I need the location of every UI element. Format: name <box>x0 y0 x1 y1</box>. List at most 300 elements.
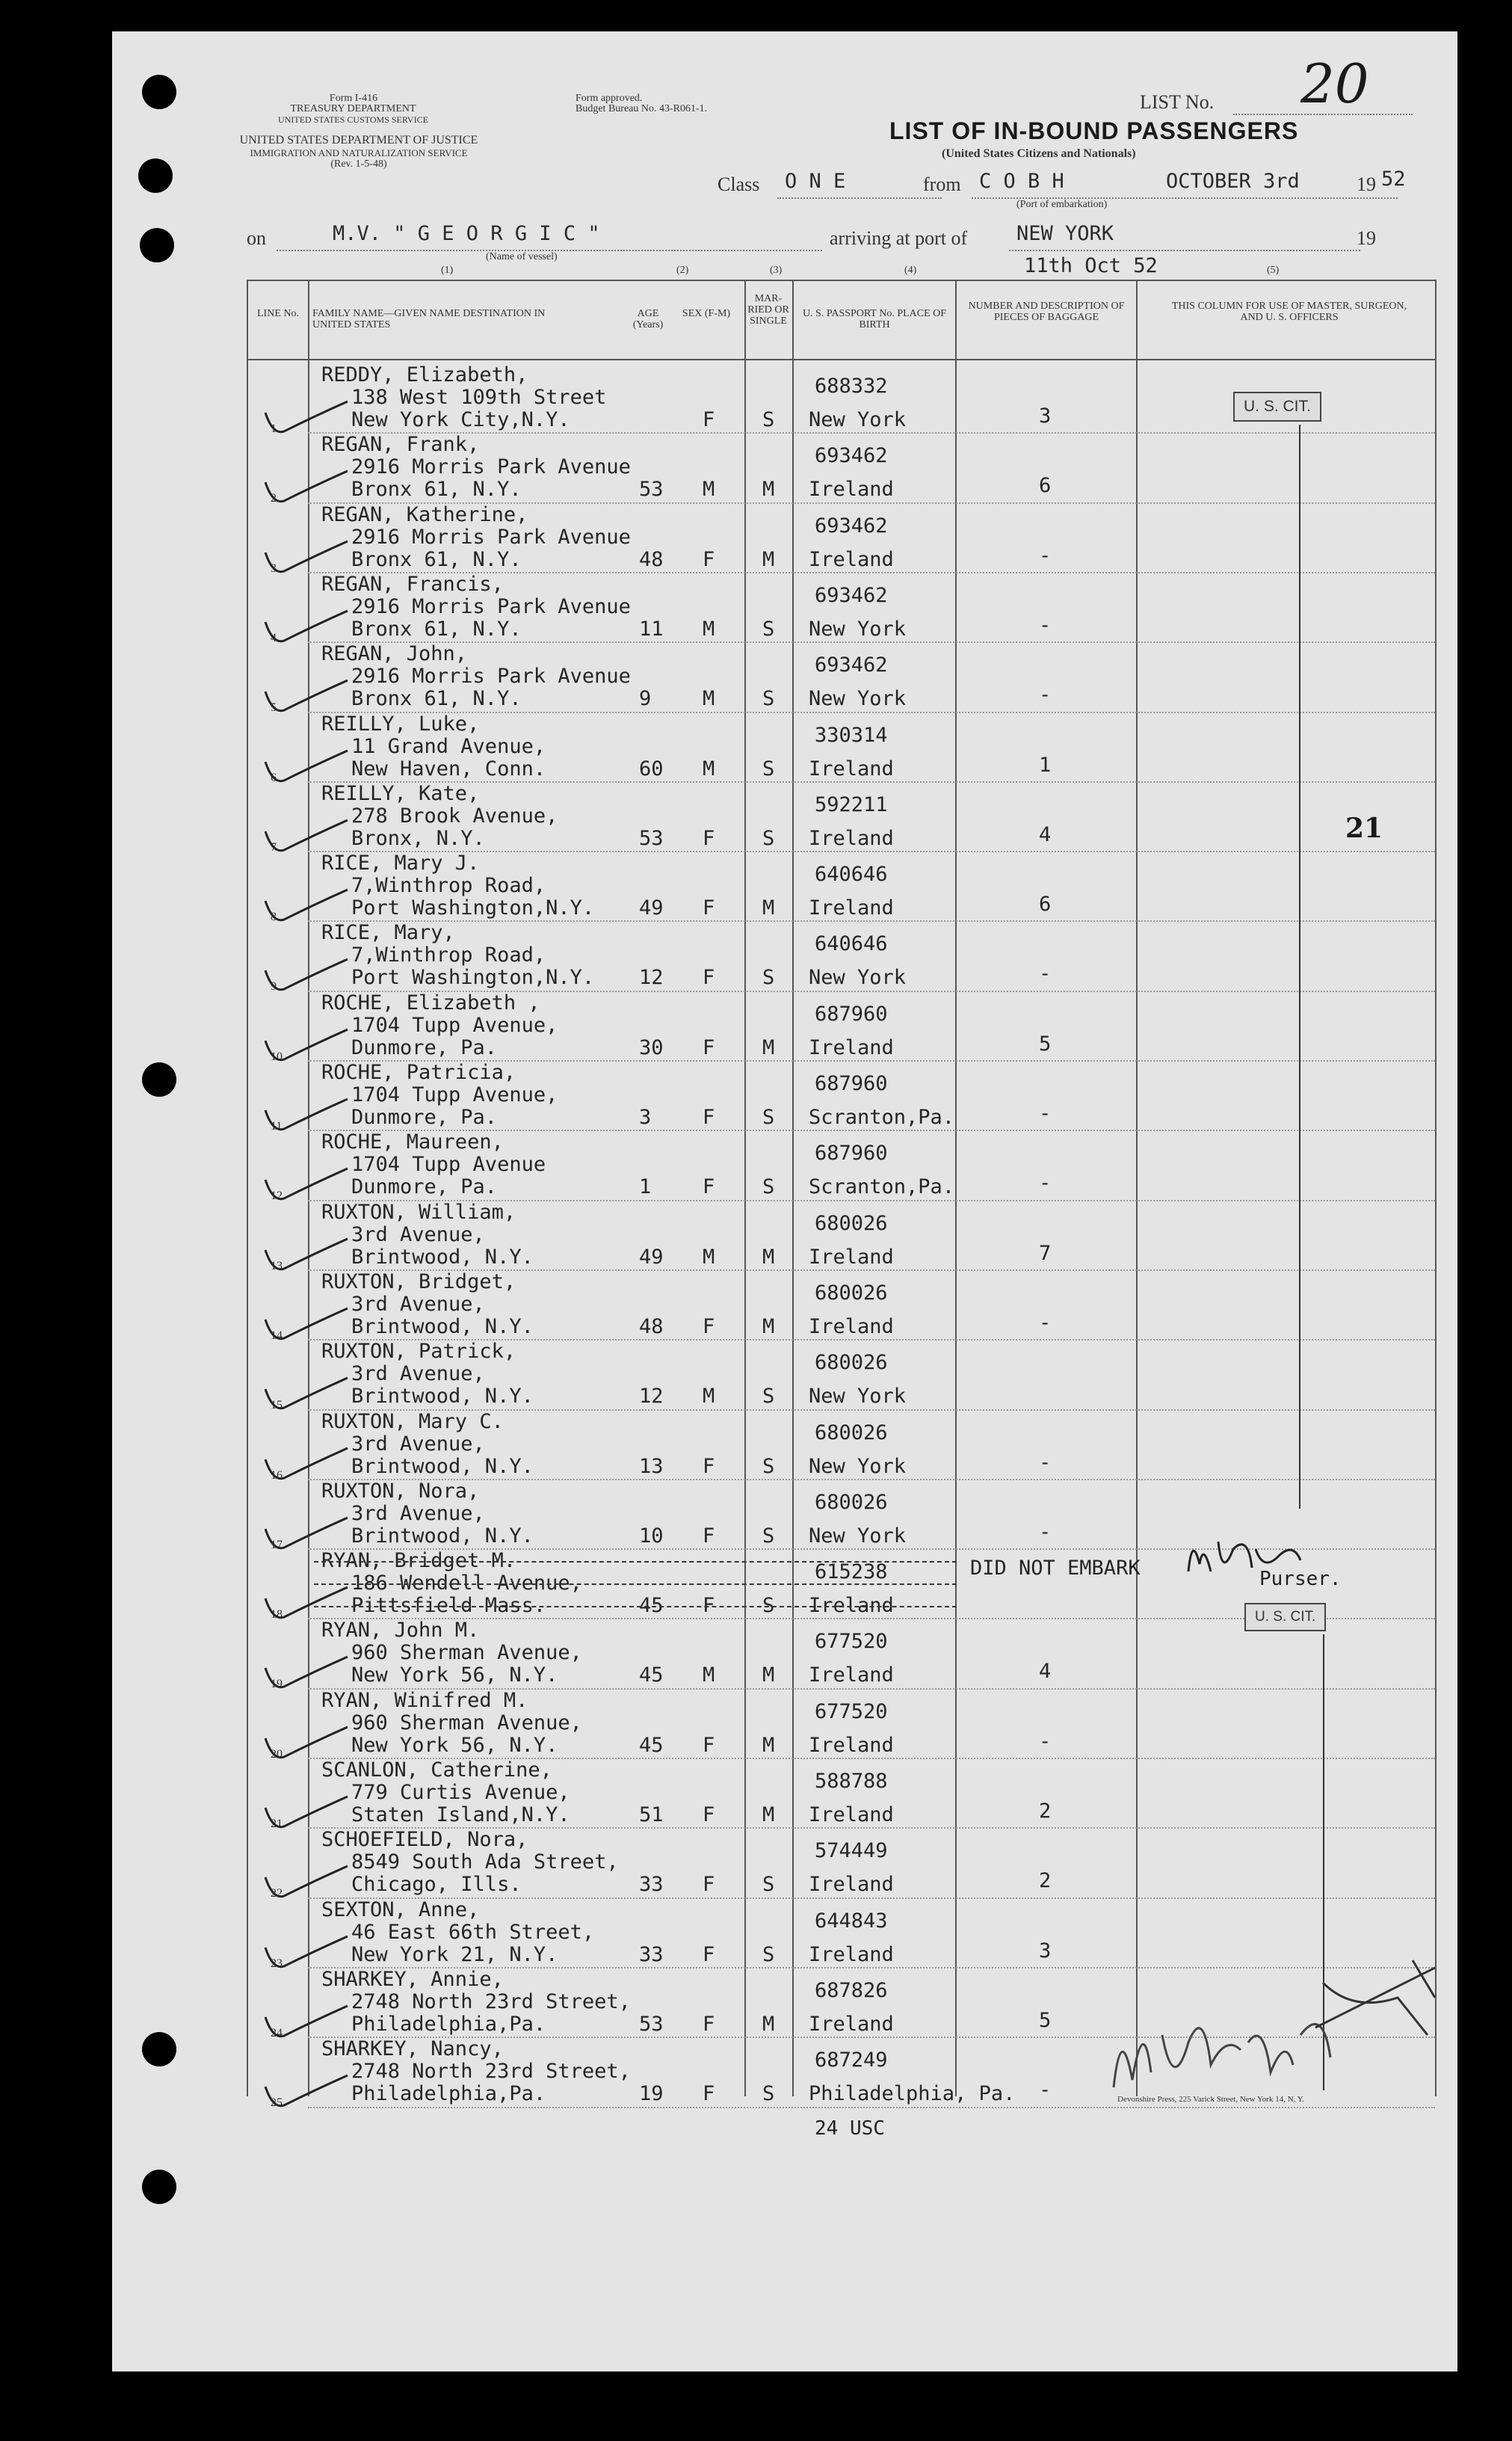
passenger-street: 278 Brook Avenue, <box>351 804 558 828</box>
printer-imprint: Devonshire Press, 225 Varick Street, New York 14, N. Y. <box>1117 2095 1305 2104</box>
year-prefix-2: 19 <box>1357 227 1376 249</box>
place-of-birth: Philadelphia, Pa. <box>809 2082 1016 2106</box>
binder-hole <box>142 2032 176 2066</box>
passenger-age: 60 <box>639 757 664 781</box>
passenger-age: 1 <box>639 1175 652 1199</box>
row-line-number: 8 <box>271 911 277 924</box>
passenger-name: REGAN, Francis, <box>321 572 504 596</box>
place-of-birth: New York <box>809 1385 907 1409</box>
footer-code: 24 USC <box>815 2117 885 2140</box>
header-sex: SEX (F-M) <box>682 308 731 319</box>
passenger-age: 53 <box>639 478 664 502</box>
passenger-age: 3 <box>639 1106 652 1129</box>
passenger-age: 13 <box>639 1454 664 1478</box>
passenger-city: Brintwood, N.Y. <box>351 1245 534 1269</box>
passport-number: 687826 <box>815 1978 888 2002</box>
place-of-birth: Scranton,Pa. <box>809 1175 955 1199</box>
binder-hole <box>140 228 174 262</box>
row-line-number: 1 <box>271 422 277 435</box>
arrival-date: 11th Oct 52 <box>1024 254 1158 277</box>
row-line-number: 23 <box>271 1957 283 1970</box>
col-num-1: (1) <box>441 265 454 276</box>
year-prefix: 19 <box>1357 173 1376 195</box>
passenger-sex: M <box>703 1663 715 1687</box>
row-line-number: 13 <box>271 1259 283 1272</box>
passenger-name: RUXTON, William, <box>321 1200 516 1224</box>
passenger-name: RICE, Mary, <box>321 921 455 945</box>
passenger-street: 2916 Morris Park Avenue <box>351 594 631 618</box>
passenger-marital-status: S <box>762 617 775 641</box>
passenger-marital-status: S <box>762 1385 775 1409</box>
dept-customs: UNITED STATES CUSTOMS SERVICE <box>278 114 428 125</box>
passenger-marital-status: M <box>762 2012 775 2036</box>
passport-number: 615238 <box>815 1560 888 1584</box>
class-value: O N E <box>785 170 846 193</box>
baggage-count: 5 <box>1039 2008 1052 2032</box>
passenger-city: New York 56, N.Y. <box>351 1733 558 1757</box>
passenger-sex: F <box>703 966 715 990</box>
passenger-name: SCANLON, Catherine, <box>321 1758 552 1782</box>
dept-treasury: TREASURY DEPARTMENT <box>290 103 416 114</box>
baggage-count: 2 <box>1039 1800 1052 1823</box>
row-line-number: 5 <box>271 701 277 715</box>
header-name: FAMILY NAME—GIVEN NAME DESTINATION IN UNITED STATES <box>312 308 546 330</box>
binder-hole <box>142 2170 176 2204</box>
passenger-name: RUXTON, Patrick, <box>321 1340 516 1364</box>
row-line-number: 17 <box>271 1538 283 1551</box>
arrival-underline <box>1009 250 1360 251</box>
passenger-sex: F <box>703 2012 715 2036</box>
passenger-age: 53 <box>639 826 664 850</box>
from-label: from <box>923 173 961 195</box>
page-title: LIST OF IN-BOUND PASSENGERS <box>889 117 1299 144</box>
row-line-number: 10 <box>271 1050 283 1063</box>
budget-bureau: Budget Bureau No. 43-R061-1. <box>576 103 708 114</box>
place-of-birth: New York <box>809 1454 907 1478</box>
baggage-count: 3 <box>1039 404 1052 428</box>
header-officers: THIS COLUMN FOR USE OF MASTER, SURGEON, AND U. S. OFFICERS <box>1171 301 1407 323</box>
place-of-birth: Ireland <box>809 1314 894 1338</box>
passenger-marital-status: S <box>762 1942 775 1966</box>
passport-number: 644843 <box>815 1909 888 1933</box>
passport-number: 693462 <box>815 514 888 538</box>
passport-number: 687960 <box>815 1142 888 1166</box>
passenger-street: 960 Sherman Avenue, <box>351 1641 582 1665</box>
place-of-birth: Ireland <box>809 1733 894 1757</box>
header-baggage: NUMBER AND DESCRIPTION OF PIECES OF BAGGAGE <box>968 301 1125 323</box>
passenger-street: 1704 Tupp Avenue <box>351 1153 546 1177</box>
row-line-number: 25 <box>271 2096 283 2110</box>
passenger-city: New Haven, Conn. <box>351 757 546 781</box>
row-line-number: 9 <box>271 980 277 994</box>
passenger-street: 3rd Avenue, <box>351 1432 485 1456</box>
row-line-number: 12 <box>271 1189 283 1203</box>
passenger-marital-status: S <box>762 687 775 711</box>
place-of-birth: Ireland <box>809 1803 894 1826</box>
passport-number: 687960 <box>815 1002 888 1026</box>
header-age: AGE (Years) <box>632 308 664 330</box>
passenger-name: REGAN, Katherine, <box>321 502 528 526</box>
passport-number: 680026 <box>815 1420 888 1444</box>
place-of-birth: Ireland <box>809 1245 894 1269</box>
class-underline <box>777 197 942 199</box>
passport-number: 330314 <box>815 723 888 747</box>
baggage-count: 4 <box>1039 822 1052 846</box>
passenger-name: RUXTON, Bridget, <box>321 1269 516 1293</box>
baggage-count: - <box>1039 613 1052 637</box>
passport-number: 680026 <box>815 1490 888 1514</box>
place-of-birth: Ireland <box>809 547 894 571</box>
passenger-street: 1704 Tupp Avenue, <box>351 1083 558 1106</box>
checkmark-icon <box>262 2072 351 2117</box>
passenger-count: 21 <box>1345 813 1383 844</box>
passenger-name: REGAN, John, <box>321 642 468 666</box>
passenger-name: SEXTON, Anne, <box>321 1897 480 1921</box>
passenger-sex: F <box>703 2082 715 2106</box>
passenger-city: Dunmore, Pa. <box>351 1106 498 1129</box>
passenger-name: RYAN, John M. <box>321 1619 480 1643</box>
passenger-age: 30 <box>639 1035 664 1059</box>
place-of-birth: Ireland <box>809 1594 894 1618</box>
passenger-street: 138 West 109th Street <box>351 386 607 409</box>
passport-number: 574449 <box>815 1839 888 1863</box>
baggage-count: 7 <box>1039 1241 1052 1265</box>
passenger-age: 45 <box>639 1663 664 1687</box>
baggage-count: - <box>1039 2078 1052 2102</box>
passenger-street: 11 Grand Avenue, <box>351 734 546 758</box>
arrival-port: NEW YORK <box>1016 222 1114 245</box>
passenger-city: Bronx 61, N.Y. <box>351 547 522 571</box>
place-of-birth: New York <box>809 966 907 990</box>
passenger-sex: F <box>703 1454 715 1478</box>
baggage-count: - <box>1039 1172 1052 1195</box>
list-no-label: LIST No. <box>1140 91 1215 113</box>
table-header-border <box>247 359 1435 360</box>
passenger-age: 49 <box>639 896 664 920</box>
from-value: C O B H <box>979 170 1064 193</box>
row-divider <box>308 641 1435 643</box>
passenger-age: 19 <box>639 2082 664 2106</box>
passenger-age: 49 <box>639 1245 664 1269</box>
passenger-marital-status: M <box>762 896 775 920</box>
passenger-age: 33 <box>639 1942 664 1966</box>
passenger-name: SCHOEFIELD, Nora, <box>321 1828 528 1852</box>
passenger-name: RYAN, Bridget M. <box>321 1549 516 1573</box>
passenger-sex: F <box>703 1035 715 1059</box>
col-num-4: (4) <box>904 265 917 276</box>
baggage-count: 2 <box>1039 1869 1052 1893</box>
passenger-street: 3rd Avenue, <box>351 1501 485 1525</box>
form-number: Form I-416 <box>329 93 378 104</box>
col-border-passport <box>792 280 794 2096</box>
passenger-street: 8549 South Ada Street, <box>351 1850 619 1874</box>
passport-number: 640646 <box>815 932 888 956</box>
col-border-baggage <box>955 280 957 2096</box>
passenger-city: Brintwood, N.Y. <box>351 1385 534 1409</box>
initials-scribble <box>1308 1953 1442 2050</box>
passenger-street: 2916 Morris Park Avenue <box>351 525 631 549</box>
binder-hole <box>142 1062 176 1097</box>
passenger-street: 2748 North 23rd Street, <box>351 2060 631 2084</box>
passenger-marital-status: S <box>762 1594 775 1618</box>
row-line-number: 11 <box>271 1120 283 1133</box>
col-num-2: (2) <box>676 265 689 276</box>
baggage-count: 4 <box>1039 1660 1052 1684</box>
col-num-5: (5) <box>1267 265 1280 276</box>
passenger-age: 48 <box>639 547 664 571</box>
passenger-street: 3rd Avenue, <box>351 1362 485 1386</box>
dept-justice: UNITED STATES DEPARTMENT OF JUSTICE <box>239 134 478 147</box>
vessel-name: M.V. " G E O R G I C " <box>333 222 600 245</box>
passenger-name: RUXTON, Nora, <box>321 1479 480 1503</box>
passenger-name: REGAN, Frank, <box>321 433 480 457</box>
passenger-city: Dunmore, Pa. <box>351 1175 498 1199</box>
passenger-sex: F <box>703 547 715 571</box>
row-line-number: 6 <box>271 771 277 784</box>
passenger-sex: F <box>703 1175 715 1199</box>
place-of-birth: New York <box>809 408 907 431</box>
baggage-count: - <box>1039 962 1052 986</box>
passenger-marital-status: M <box>762 478 775 502</box>
passenger-city: Pittsfield Mass. <box>351 1594 546 1618</box>
passenger-marital-status: S <box>762 757 775 781</box>
baggage-count: - <box>1039 1520 1052 1544</box>
row-line-number: 7 <box>271 840 277 854</box>
baggage-count: - <box>1039 1450 1052 1474</box>
passport-number: 680026 <box>815 1281 888 1305</box>
passenger-age: 53 <box>639 2012 664 2036</box>
passenger-city: Bronx 61, N.Y. <box>351 617 522 641</box>
passenger-name: SHARKEY, Annie, <box>321 1967 504 1991</box>
passenger-marital-status: S <box>762 1873 775 1897</box>
passenger-marital-status: M <box>762 547 775 571</box>
passenger-street: 186 Wendell Avenue, <box>351 1572 582 1595</box>
place-of-birth: Ireland <box>809 1873 894 1897</box>
passenger-marital-status: S <box>762 2082 775 2106</box>
binder-hole <box>138 158 173 193</box>
passenger-marital-status: M <box>762 1733 775 1757</box>
passenger-sex: F <box>703 1873 715 1897</box>
passenger-street: 2916 Morris Park Avenue <box>351 665 631 689</box>
us-cit-stamp-1: U. S. CIT. <box>1233 392 1321 422</box>
col-border-married <box>744 280 746 2096</box>
row-line-number: 15 <box>271 1399 283 1412</box>
passenger-age: 12 <box>639 1385 664 1409</box>
passenger-marital-status: S <box>762 408 775 431</box>
passenger-name: RICE, Mary J. <box>321 852 480 875</box>
row-line-number: 19 <box>271 1678 283 1691</box>
passport-number: 693462 <box>815 444 888 468</box>
year-value: 52 <box>1381 167 1406 191</box>
place-of-birth: New York <box>809 617 907 641</box>
us-cit-stamp-2: U. S. CIT. <box>1244 1603 1326 1631</box>
passenger-name: ROCHE, Elizabeth , <box>321 991 540 1015</box>
baggage-count: 3 <box>1039 1939 1052 1963</box>
place-of-birth: Ireland <box>809 2012 894 2036</box>
table-top-border <box>247 280 1435 281</box>
passenger-city: Bronx 61, N.Y. <box>351 478 522 502</box>
strike-through-line <box>314 1606 957 1607</box>
col-border-officers <box>1136 280 1138 2096</box>
passenger-sex: F <box>703 1524 715 1548</box>
passenger-age: 48 <box>639 1314 664 1338</box>
place-of-birth: Ireland <box>809 896 894 920</box>
passenger-city: Brintwood, N.Y. <box>351 1314 534 1338</box>
passenger-city: Chicago, Ills. <box>351 1873 522 1897</box>
passenger-name: RUXTON, Mary C. <box>321 1409 504 1433</box>
bracket-line-1 <box>1299 425 1300 1509</box>
baggage-count: - <box>1039 1311 1052 1335</box>
passenger-name: RYAN, Winifred M. <box>321 1688 528 1712</box>
row-line-number: 22 <box>271 1887 283 1900</box>
passenger-city: Port Washington,N.Y. <box>351 966 595 990</box>
row-line-number: 21 <box>271 1817 283 1830</box>
baggage-note: DID NOT EMBARK <box>970 1557 1141 1580</box>
vessel-caption: (Name of vessel) <box>486 251 558 262</box>
class-label: Class <box>718 173 760 195</box>
passenger-street: 46 East 66th Street, <box>351 1920 595 1944</box>
arriving-label: arriving at port of <box>830 227 968 249</box>
form-revision: (Rev. 1-5-48) <box>330 158 387 170</box>
row-line-number: 4 <box>271 631 277 644</box>
row-divider <box>308 920 1435 922</box>
passenger-city: Brintwood, N.Y. <box>351 1524 534 1548</box>
passenger-city: Philadelphia,Pa. <box>351 2012 546 2036</box>
row-line-number: 2 <box>271 492 277 505</box>
row-line-number: 20 <box>271 1747 283 1761</box>
passenger-age: 11 <box>639 617 664 641</box>
passenger-age: 12 <box>639 966 664 990</box>
passenger-street: 1704 Tupp Avenue, <box>351 1013 558 1037</box>
passport-number: 680026 <box>815 1351 888 1375</box>
place-of-birth: Scranton,Pa. <box>809 1106 955 1129</box>
place-of-birth: Ireland <box>809 1942 894 1966</box>
passenger-sex: M <box>703 617 715 641</box>
passenger-sex: F <box>703 826 715 850</box>
passenger-marital-status: M <box>762 1663 775 1687</box>
manifest-page <box>112 31 1457 2371</box>
passenger-sex: M <box>703 1385 715 1409</box>
passenger-sex: M <box>703 757 715 781</box>
row-line-number: 16 <box>271 1468 283 1482</box>
list-no-value: 20 <box>1300 52 1369 115</box>
passport-number: 687249 <box>815 2048 888 2072</box>
baggage-count: - <box>1039 1729 1052 1753</box>
passenger-name: ROCHE, Maureen, <box>321 1130 504 1154</box>
passport-number: 687960 <box>815 1072 888 1095</box>
passenger-age: 10 <box>639 1524 664 1548</box>
passenger-sex: F <box>703 1314 715 1338</box>
passenger-sex: F <box>703 1733 715 1757</box>
passenger-age: 51 <box>639 1803 664 1826</box>
passenger-marital-status: M <box>762 1245 775 1269</box>
passenger-marital-status: S <box>762 1106 775 1129</box>
passenger-street: 7,Winthrop Road, <box>351 874 546 898</box>
passenger-name: REILLY, Luke, <box>321 712 480 736</box>
strike-through-line <box>314 1561 957 1563</box>
place-of-birth: Ireland <box>809 478 894 502</box>
place-of-birth: Ireland <box>809 826 894 850</box>
passport-number: 640646 <box>815 863 888 887</box>
purser-label: Purser. <box>1259 1568 1342 1590</box>
passport-number: 693462 <box>815 653 888 677</box>
place-of-birth: New York <box>809 1524 907 1548</box>
baggage-count: - <box>1039 683 1052 707</box>
passenger-sex: F <box>703 896 715 920</box>
passenger-name: SHARKEY, Nancy, <box>321 2037 504 2061</box>
passenger-marital-status: M <box>762 1314 775 1338</box>
passenger-street: 2916 Morris Park Avenue <box>351 455 631 479</box>
on-label: on <box>247 227 266 249</box>
place-of-birth: Ireland <box>809 1035 894 1059</box>
passenger-sex: F <box>703 1803 715 1826</box>
strike-through-line <box>314 1583 957 1585</box>
baggage-count: 6 <box>1039 474 1052 498</box>
passenger-street: 779 Curtis Avenue, <box>351 1781 570 1804</box>
passport-number: 677520 <box>815 1630 888 1654</box>
passenger-city: Port Washington,N.Y. <box>351 896 595 920</box>
passenger-marital-status: M <box>762 1035 775 1059</box>
passenger-sex: F <box>703 1594 715 1618</box>
baggage-count: - <box>1039 544 1052 567</box>
passport-number: 688332 <box>815 375 888 398</box>
passenger-marital-status: S <box>762 1454 775 1478</box>
binder-hole <box>142 75 176 109</box>
form-approved: Form approved. <box>576 93 643 104</box>
passenger-age: 9 <box>639 687 652 711</box>
passport-number: 680026 <box>815 1211 888 1235</box>
header-line-no: LINE No. <box>257 308 299 319</box>
passenger-street: 7,Winthrop Road, <box>351 944 546 967</box>
place-of-birth: New York <box>809 687 907 711</box>
passenger-age: 45 <box>639 1733 664 1757</box>
departure-date: OCTOBER 3rd <box>1166 170 1300 193</box>
passenger-city: Philadelphia,Pa. <box>351 2082 546 2106</box>
passenger-city: New York 21, N.Y. <box>351 1942 558 1966</box>
passenger-name: REILLY, Kate, <box>321 781 480 805</box>
passenger-name: REDDY, Elizabeth, <box>321 363 528 387</box>
passport-number: 677520 <box>815 1699 888 1723</box>
passport-number: 693462 <box>815 583 888 607</box>
baggage-count: - <box>1039 1102 1052 1125</box>
header-passport: U. S. PASSPORT No. PLACE OF BIRTH <box>802 308 947 330</box>
row-line-number: 3 <box>271 561 277 575</box>
place-of-birth: Ireland <box>809 757 894 781</box>
passenger-name: ROCHE, Patricia, <box>321 1061 516 1084</box>
passenger-age: 45 <box>639 1594 664 1618</box>
passenger-city: New York 56, N.Y. <box>351 1663 558 1687</box>
row-line-number: 24 <box>271 2026 283 2040</box>
baggage-count: 1 <box>1039 753 1052 777</box>
passenger-city: New York City,N.Y. <box>351 408 570 431</box>
passenger-city: Bronx, N.Y. <box>351 826 485 850</box>
row-line-number: 14 <box>271 1329 283 1342</box>
passenger-sex: M <box>703 687 715 711</box>
passenger-street: 2748 North 23rd Street, <box>351 1989 631 2013</box>
passenger-sex: M <box>703 1245 715 1269</box>
passenger-marital-status: S <box>762 826 775 850</box>
passport-number: 588788 <box>815 1770 888 1793</box>
page-subtitle: (United States Citizens and Nationals) <box>942 147 1136 160</box>
passenger-city: Brintwood, N.Y. <box>351 1454 534 1478</box>
passenger-sex: F <box>703 1106 715 1129</box>
passenger-city: Dunmore, Pa. <box>351 1035 498 1059</box>
passenger-sex: M <box>703 478 715 502</box>
dept-immigration: IMMIGRATION AND NATURALIZATION SERVICE <box>250 147 468 158</box>
port-embark-caption: (Port of embarkation) <box>1016 199 1108 210</box>
passenger-marital-status: S <box>762 1524 775 1548</box>
col-border-right <box>1435 280 1437 2096</box>
